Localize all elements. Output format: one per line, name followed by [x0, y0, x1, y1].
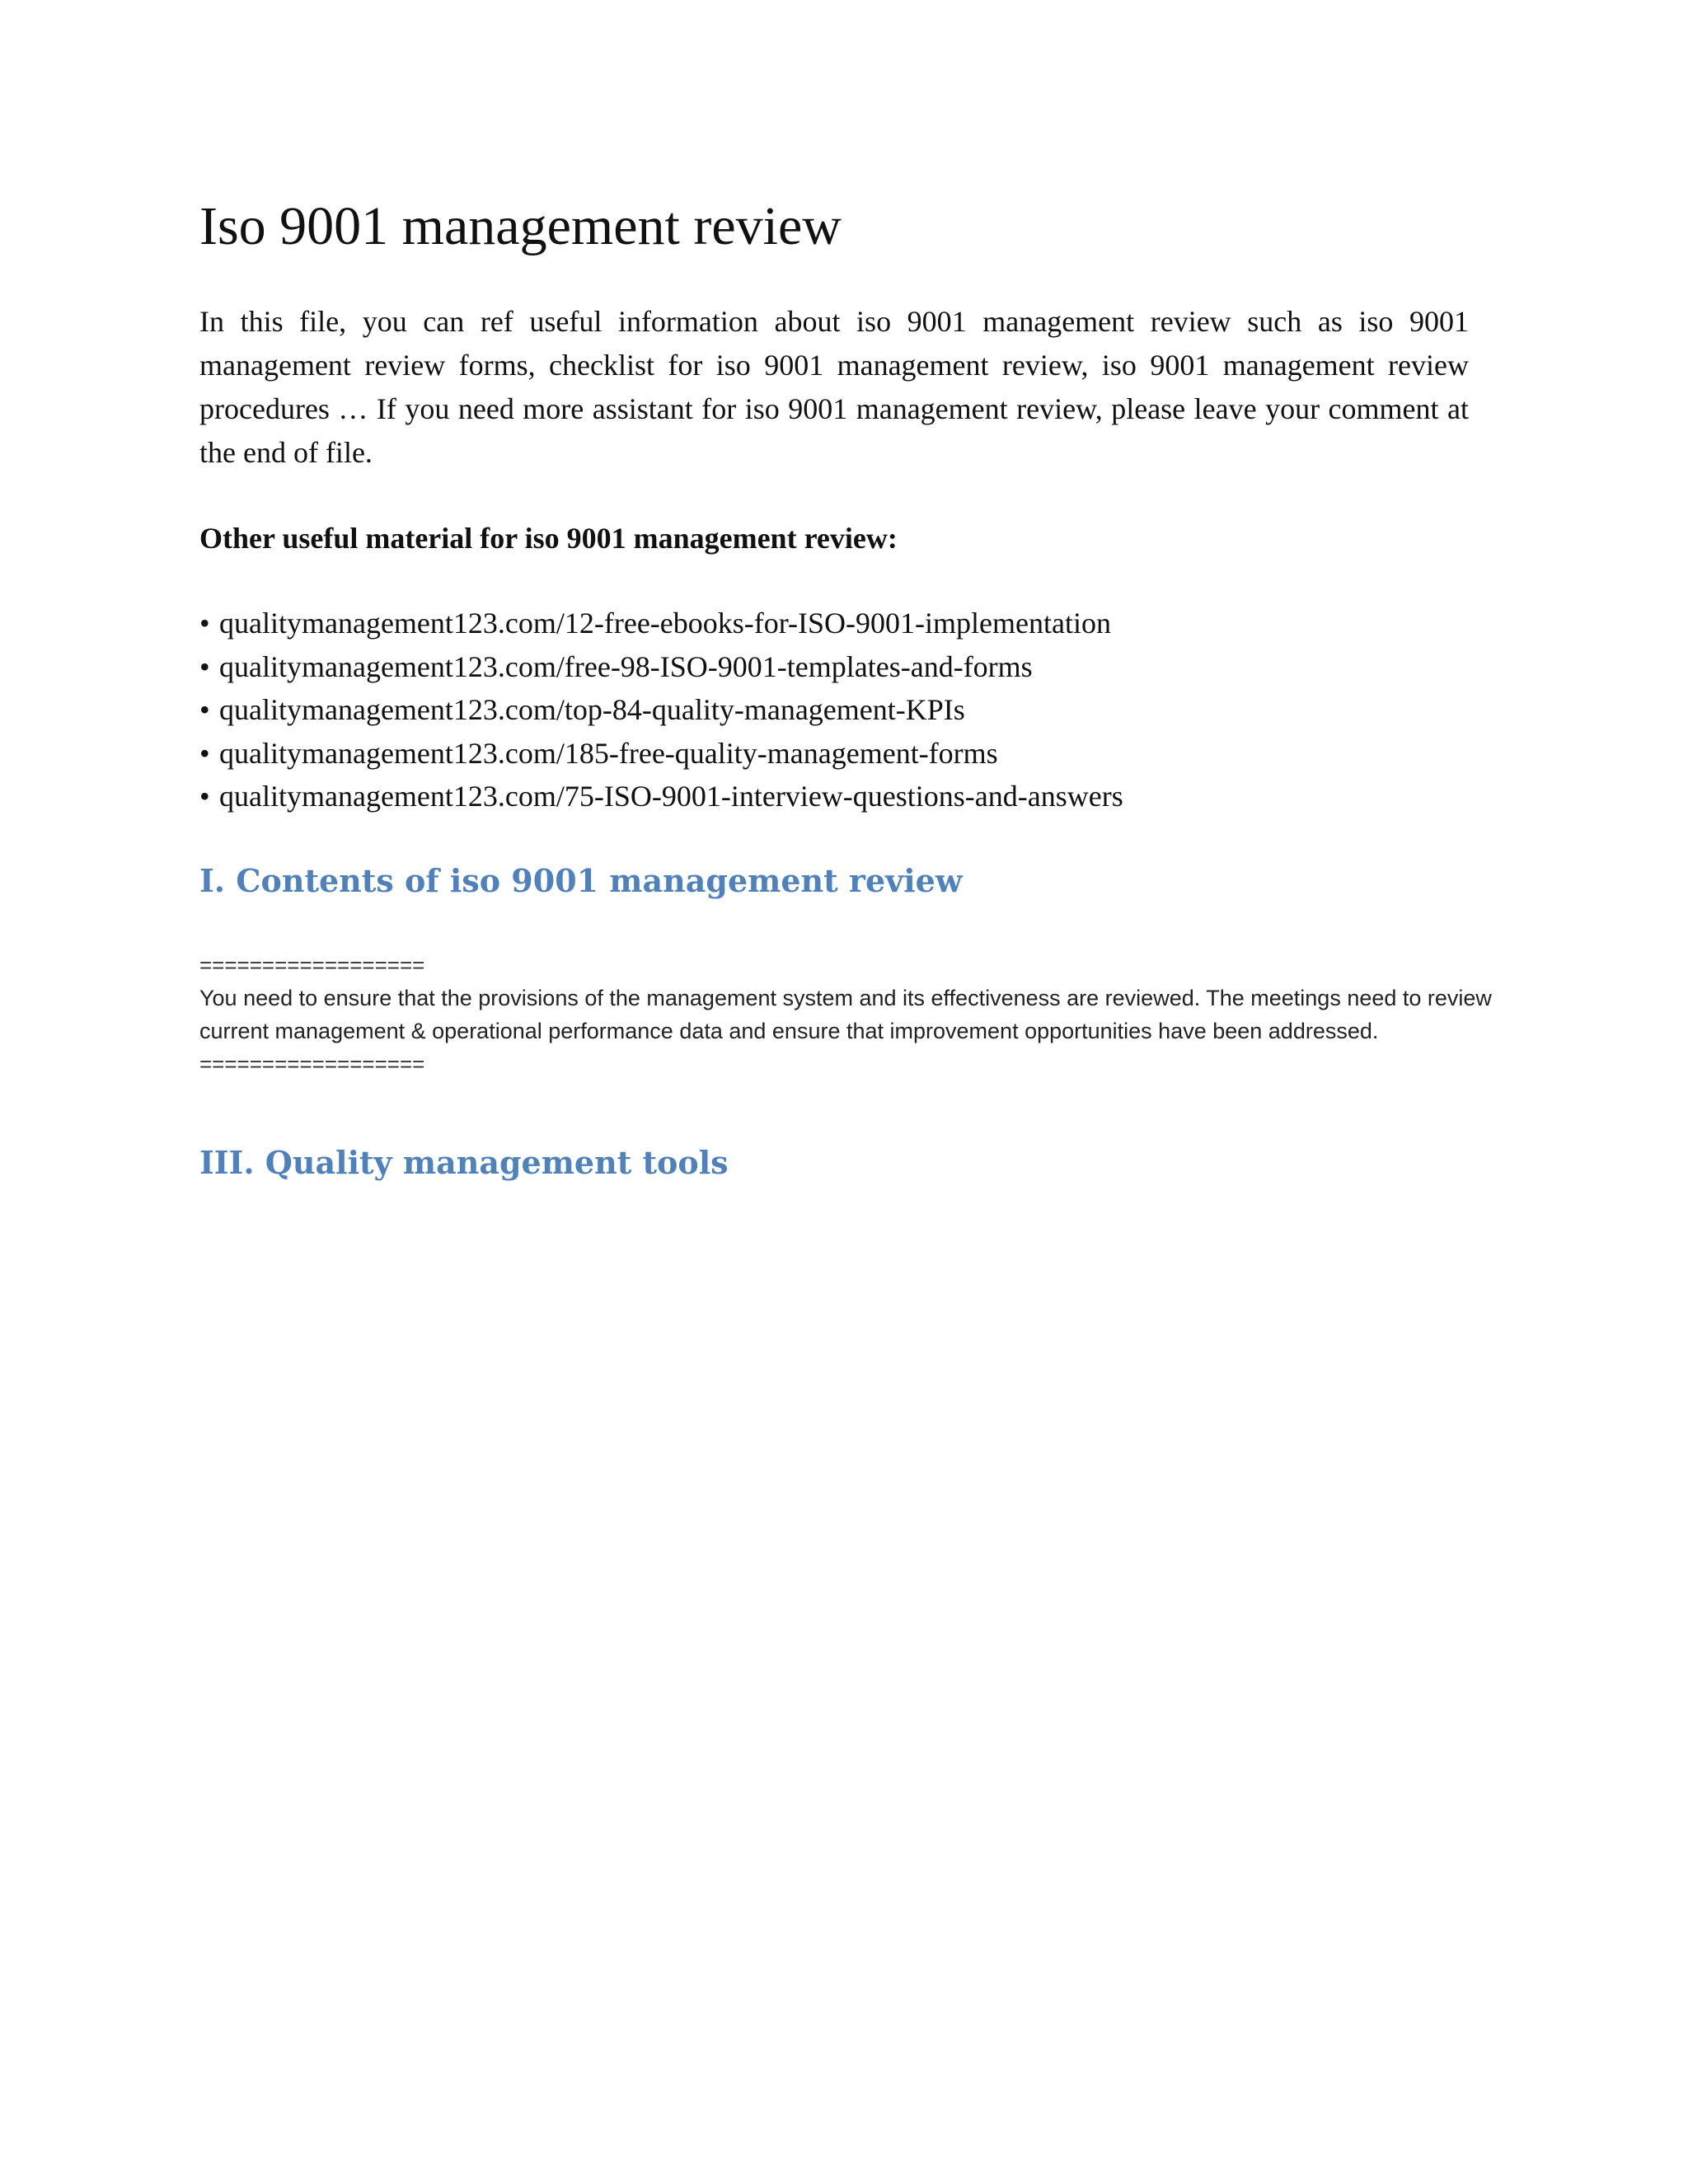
bullet-icon: • [199, 649, 210, 683]
resource-link-list [199, 602, 1469, 818]
section-heading-contents: I. Contents of iso 9001 management review [199, 861, 963, 899]
document-title: Iso 9001 management review [199, 196, 842, 256]
resource-link[interactable]: qualitymanagement123.com/top-84-quality-management-KPIs [219, 693, 965, 726]
intro-paragraph: In this file, you can ref useful information about iso 9001 management review such as iso 9001 management review forms, checklist for iso 9001 management review, iso 9001 management review procedures … If you need more assistant for iso 9001 management review, please leave your comment at the end of file. [199, 305, 1469, 469]
resource-link[interactable]: qualitymanagement123.com/75-ISO-9001-interview-questions-and-answers [219, 780, 1123, 813]
bullet-icon: • [199, 607, 210, 640]
list-item[interactable] [199, 775, 1469, 818]
resource-link[interactable]: qualitymanagement123.com/free-98-ISO-9001-templates-and-forms [219, 649, 1033, 683]
other-material-heading: Other useful material for iso 9001 management review: [199, 522, 898, 555]
contents-summary: You need to ensure that the provisions of the management system and its effectiveness are reviewed. The meetings need to review current management & operational performance data and ensure that improvement opportunities have been addressed. [199, 985, 1492, 1043]
bullet-icon: • [199, 780, 210, 813]
document-content [199, 190, 1492, 1186]
resource-link[interactable]: qualitymanagement123.com/12-free-ebooks-for-ISO-9001-implementation [219, 607, 1111, 640]
list-item[interactable] [199, 645, 1469, 689]
list-item[interactable] [199, 688, 1469, 732]
section-heading-tools: III. Quality management tools [199, 1143, 729, 1181]
separator-top: ================== [199, 952, 425, 977]
resource-link[interactable]: qualitymanagement123.com/185-free-quality-management-forms [219, 736, 998, 770]
list-item[interactable] [199, 732, 1469, 776]
bullet-icon: • [199, 736, 210, 770]
list-item[interactable] [199, 602, 1469, 645]
separator-bottom: ================== [199, 1051, 425, 1076]
bullet-icon: • [199, 693, 210, 726]
